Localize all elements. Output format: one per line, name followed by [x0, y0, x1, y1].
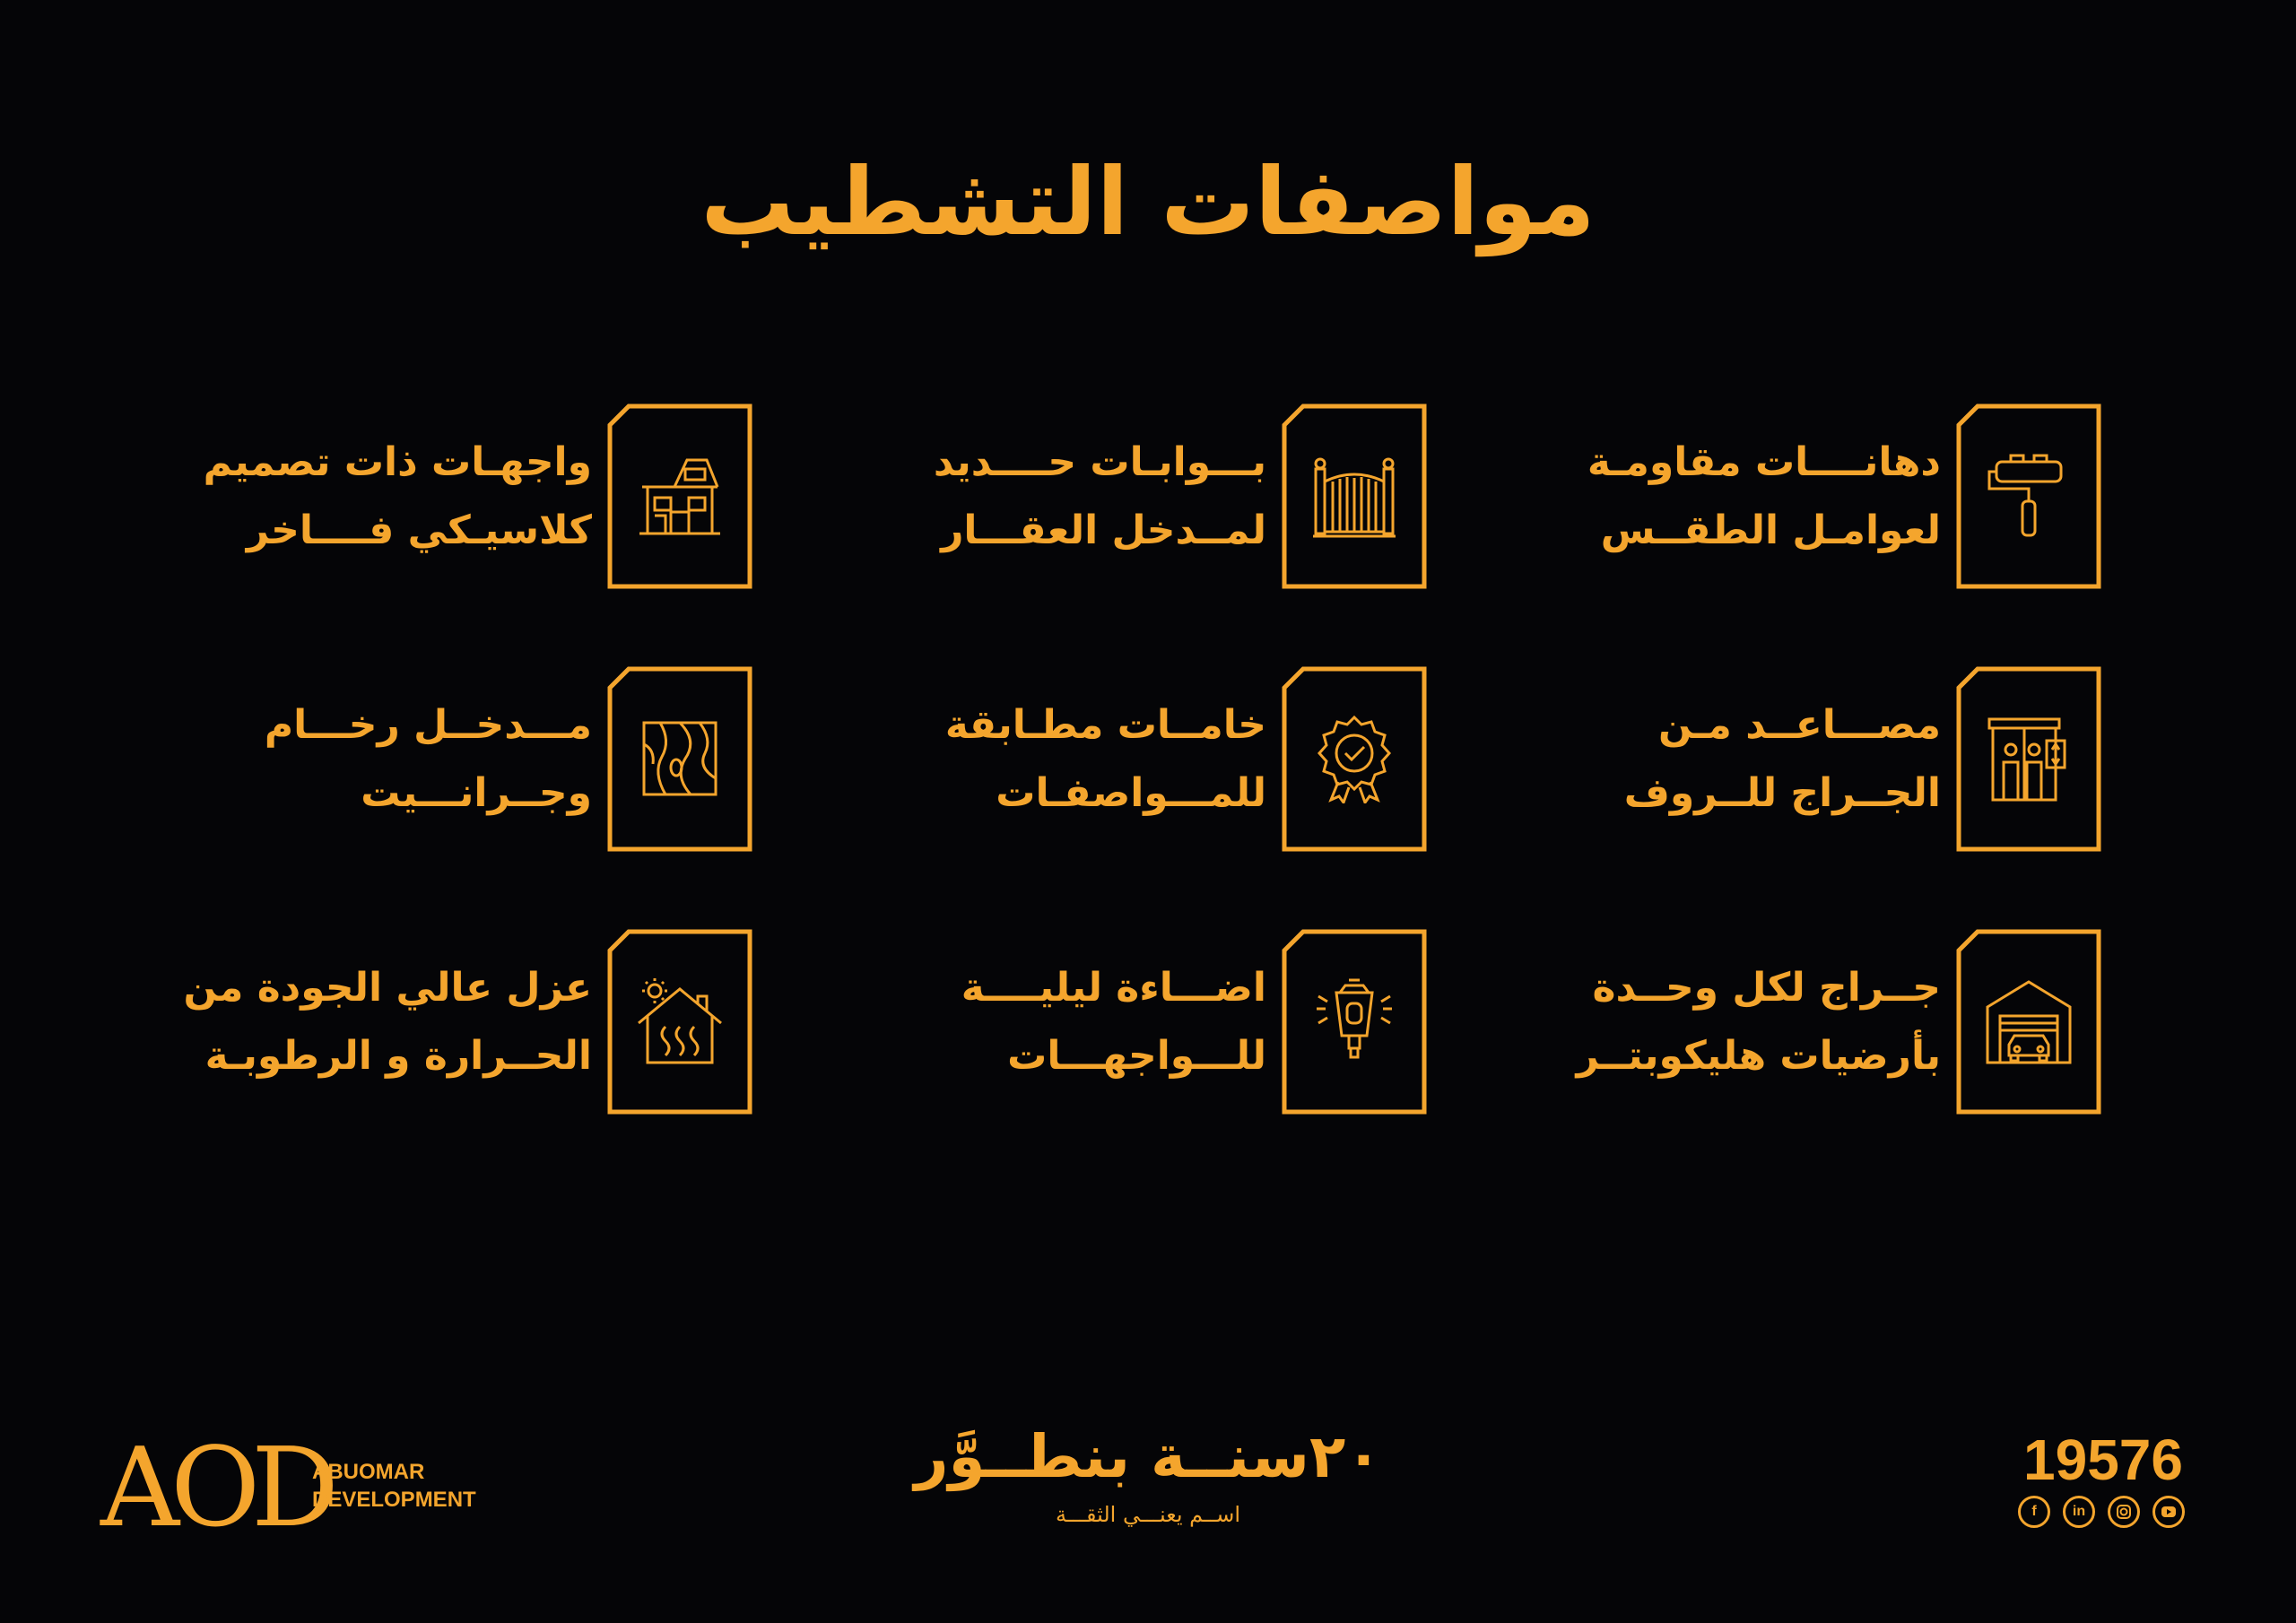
feature-text-lighting: اضـــاءة ليليــــة للـــواجهـــات: [961, 964, 1266, 1079]
hotline-number: 19576: [2023, 1428, 2183, 1492]
feature-text-gate: بـــوابـات حــــديد لمــدخل العقـــار: [933, 438, 1266, 553]
facebook-icon[interactable]: f: [2018, 1496, 2050, 1528]
paint-roller-icon: [1984, 451, 2074, 541]
feature-card-lighting: [1282, 929, 1427, 1115]
slogan-sub: اســم يعنـــي الثقـــة: [1056, 1502, 1240, 1527]
slogan-main: ٢٠سنــة بنطــوَّر: [914, 1422, 1382, 1491]
brand-name: ABUOMAR DEVELOPMENT: [312, 1460, 476, 1512]
feature-text-garage: جــراج لكل وحــدة بأرضيات هليكوبتــر: [1576, 964, 1941, 1079]
garage-car-icon: [1984, 976, 2074, 1066]
feature-card-facade: [607, 404, 752, 589]
insulated-house-icon: [635, 976, 725, 1066]
slogan: [879, 1417, 1417, 1530]
feature-card-marble: [607, 666, 752, 852]
street-lamp-icon: [1309, 976, 1399, 1066]
feature-card-paint: [1956, 404, 2101, 589]
house-facade-icon: [635, 451, 725, 541]
youtube-icon[interactable]: [2152, 1496, 2185, 1528]
feature-card-garage: [1956, 929, 2101, 1115]
feature-card-insulation: [607, 929, 752, 1115]
marble-texture-icon: [635, 714, 725, 803]
feature-text-facade: واجهـات ذات تصميم كلاسيـكي فــــاخر: [203, 438, 592, 553]
feature-text-materials: خامــات مطـابقة للمـــواصفـات: [944, 701, 1266, 816]
page-title: مواصفات التشطيب: [700, 147, 1596, 256]
iron-gate-icon: [1309, 451, 1399, 541]
feature-text-insulation: عزل عالي الجودة من الحــرارة و الرطوبـة: [183, 964, 592, 1079]
feature-text-paint: دهانــــات مقاومـة لعوامـل الطقــس: [1587, 438, 1941, 553]
feature-text-elevator: مصـــاعــد مـن الجــراج للــروف: [1623, 701, 1941, 816]
feature-text-marble: مـــدخــل رخـــام وجــرانـــيت: [264, 701, 592, 816]
logo-monogram: AOD: [100, 1424, 330, 1551]
feature-card-elevator: [1956, 666, 2101, 852]
instagram-icon[interactable]: [2108, 1496, 2140, 1528]
elevator-icon: [1984, 714, 2074, 803]
social-links: [2018, 1496, 2185, 1528]
linkedin-icon[interactable]: in: [2063, 1496, 2095, 1528]
quality-badge-icon: [1309, 714, 1399, 803]
feature-card-materials: [1282, 666, 1427, 852]
feature-card-gate: [1282, 404, 1427, 589]
